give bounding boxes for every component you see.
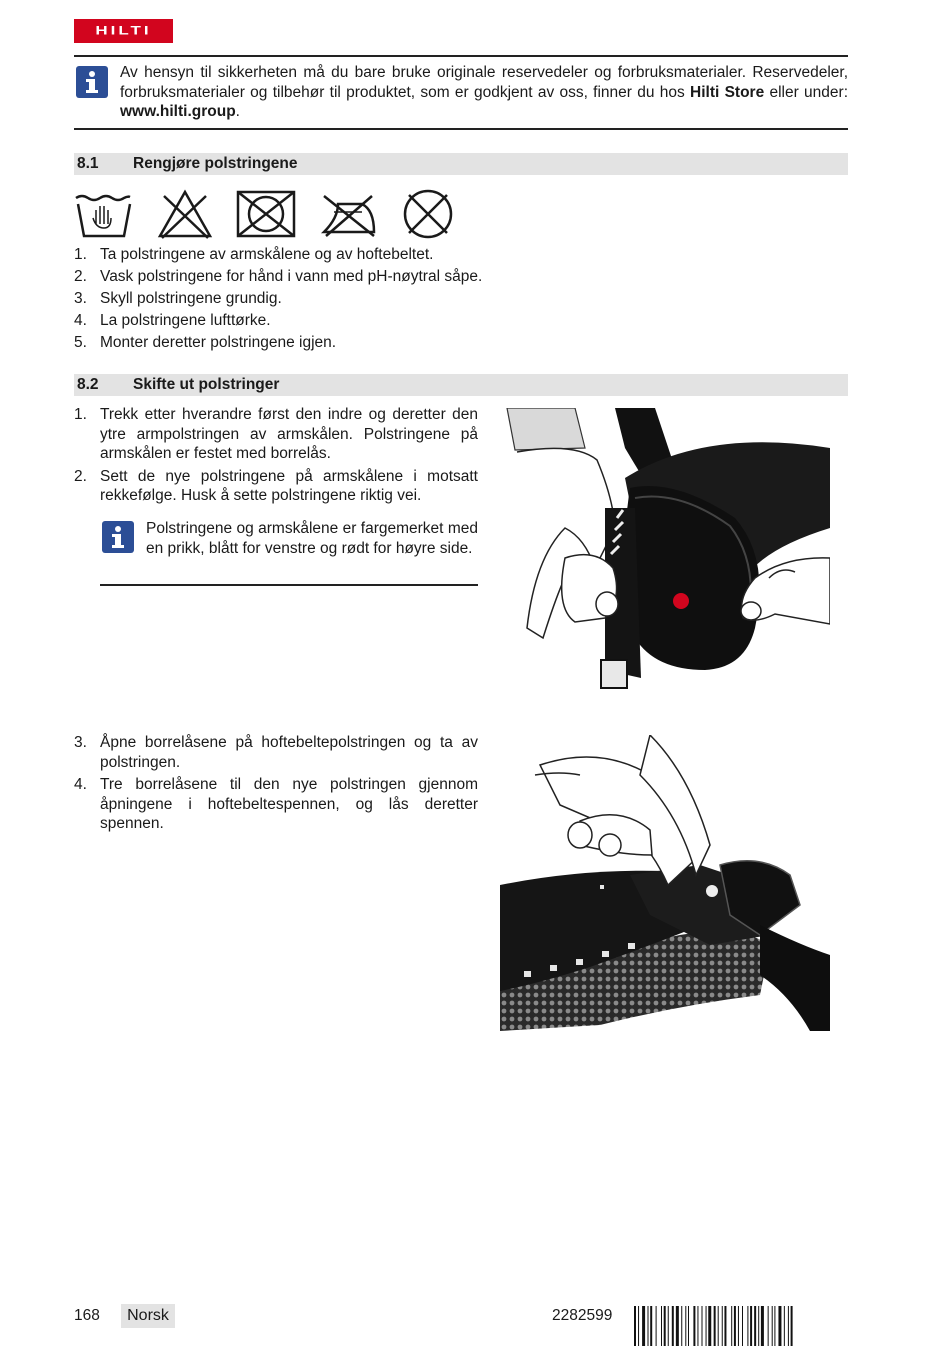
language-label: Norsk bbox=[121, 1304, 175, 1328]
replace-steps-arm bbox=[74, 405, 478, 506]
list-item: 4. La polstringene lufttørke. bbox=[74, 312, 271, 329]
list-item: 3. Åpne borrelåsene på hoftebeltepolstringen og ta av polstringen. bbox=[74, 734, 478, 771]
section-number: 8.2 bbox=[77, 376, 99, 393]
section-title: Skifte ut polstringer bbox=[133, 376, 280, 393]
no-bleach-icon bbox=[160, 192, 210, 238]
list-item: 5. Monter deretter polstringene igjen. bbox=[74, 334, 337, 351]
list-item: 2. Sett de nye polstringene på armskålene i motsatt rekkefølge. Husk å sette polstringene riktig vei. bbox=[74, 467, 478, 504]
list-item: 1. Ta polstringene av armskålene og av hoftebeltet. bbox=[74, 246, 434, 263]
barcode bbox=[634, 1306, 848, 1346]
list-item: 4. Tre borrelåsene til den nye polstringen gjennom åpningene i hoftebeltespennen, og lås deretter spennen. bbox=[74, 776, 478, 832]
divider bbox=[74, 55, 848, 57]
replace-steps-hip bbox=[74, 733, 478, 834]
section-heading-8-1 bbox=[74, 153, 848, 175]
hilti-logo bbox=[74, 19, 173, 43]
document-number: 2282599 bbox=[552, 1307, 613, 1324]
color-code-note: Polstringene og armskålene er fargemerket med en prikk, blått for venstre og rødt for høyre side. bbox=[146, 520, 478, 557]
arm-cup-padding-illustration bbox=[505, 408, 830, 700]
list-item: 1. Trekk etter hverandre først den indre og deretter den ytre armpolstringen av armskålen. Polstringene på armskålen er festet med borrelås. bbox=[74, 406, 478, 462]
store-url: www.hilti.group bbox=[120, 103, 236, 120]
list-item: 3. Skyll polstringene grundig. bbox=[74, 290, 282, 307]
care-symbols bbox=[74, 188, 464, 242]
info-icon bbox=[102, 521, 134, 553]
section-title: Rengjøre polstringene bbox=[133, 155, 298, 172]
safety-notice: Av hensyn til sikkerheten må du bare bruke originale reservedeler og forbruksmaterialer. Reservedeler, forbruksmaterialer og tilbehør til produktet, som er godkjent av oss, finner du hos Hilti Store eller under: www.hilti.group. bbox=[120, 64, 848, 120]
logo-text: HILTI bbox=[95, 24, 152, 38]
divider bbox=[100, 584, 478, 586]
hand-wash-icon bbox=[76, 196, 130, 236]
list-item: 2. Vask polstringene for hånd i vann med pH-nøytral såpe. bbox=[74, 268, 483, 285]
section-number: 8.1 bbox=[77, 155, 99, 172]
no-dry-clean-icon bbox=[405, 191, 451, 237]
no-iron-icon bbox=[324, 196, 374, 236]
hip-belt-padding-illustration bbox=[500, 735, 830, 1031]
cleaning-steps bbox=[74, 244, 774, 354]
divider bbox=[74, 128, 848, 130]
page-number: 168 bbox=[74, 1307, 100, 1324]
no-tumble-dry-icon bbox=[238, 192, 294, 236]
info-icon bbox=[76, 66, 108, 98]
section-heading-8-2 bbox=[74, 374, 848, 396]
store-name: Hilti Store bbox=[690, 83, 765, 101]
